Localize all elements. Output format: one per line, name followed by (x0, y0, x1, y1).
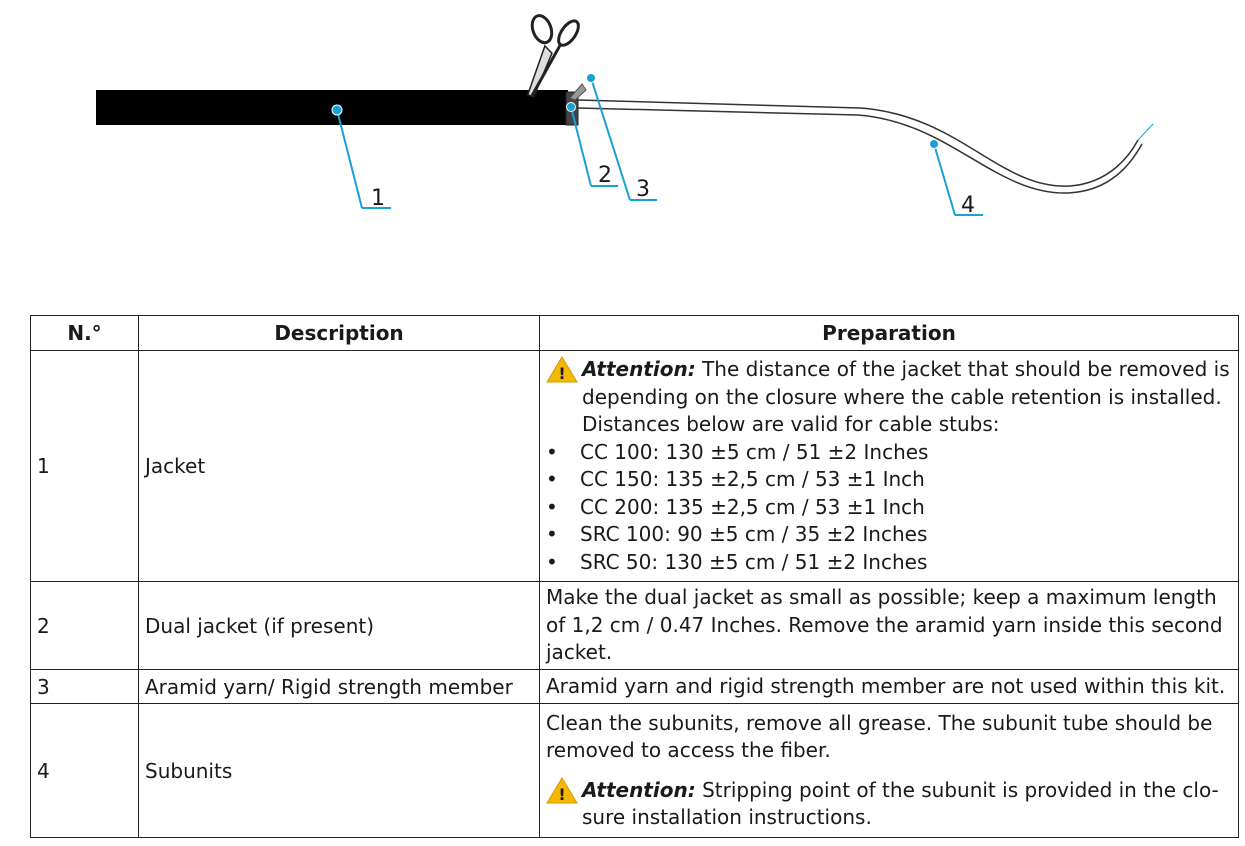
table-row (31, 704, 1239, 838)
callout-4: 4 (961, 193, 975, 218)
callout-1: 1 (371, 186, 385, 211)
distance-list (546, 439, 1232, 577)
row-description: Aramid yarn/ Rigid strength member (139, 670, 540, 704)
attention-label: Attention: (582, 357, 696, 381)
subunit-tube (578, 100, 1138, 186)
attention-text: Stripping point of the subunit is provided in the clo-sure installation instructions. (582, 777, 1219, 829)
table-header-row (31, 316, 1239, 351)
svg-text:!: ! (558, 784, 566, 804)
attention-note (546, 356, 1232, 439)
header-no: N.° (31, 316, 139, 351)
row-preparation (540, 704, 1239, 838)
list-item: • CC 200: 135 ±2,5 cm / 53 ±1 Inch (546, 494, 925, 519)
svg-text:!: ! (558, 364, 566, 383)
row-number: 3 (31, 670, 139, 704)
header-description: Description (139, 316, 540, 351)
callout-3: 3 (636, 177, 650, 202)
row-description: Jacket (139, 351, 540, 582)
preparation-table (30, 315, 1239, 838)
table-row (31, 582, 1239, 670)
list-item: • CC 100: 130 ±5 cm / 51 ±2 Inches (546, 439, 929, 464)
row-number: 2 (31, 582, 139, 670)
row-description: Dual jacket (if present) (139, 582, 540, 670)
row-preparation: Aramid yarn and rigid strength member are not used within this kit. (540, 670, 1239, 704)
cable-jacket (96, 90, 568, 125)
row-number: 4 (31, 704, 139, 838)
list-item: • SRC 50: 130 ±5 cm / 51 ±2 Inches (546, 549, 928, 574)
attention-note (546, 777, 1232, 832)
cable-diagram (0, 0, 1245, 260)
table-row (31, 351, 1239, 582)
attention-label: Attention: (582, 777, 696, 802)
row-preparation: Make the dual jacket as small as possible; keep a maximum length of 1,2 cm / 0.47 Inches. Remove the aramid yarn inside this second jacket. (540, 582, 1239, 670)
warning-icon (546, 356, 582, 383)
subunit-instructions: Clean the subunits, remove all grease. The subunit tube should be removed to access the fiber. (546, 710, 1213, 762)
list-item: • CC 150: 135 ±2,5 cm / 53 ±1 Inch (546, 467, 925, 491)
callout-2: 2 (598, 163, 612, 188)
table-row (31, 670, 1239, 704)
scissors-icon (493, 0, 583, 98)
row-number: 1 (31, 351, 139, 582)
list-item: • SRC 100: 90 ±5 cm / 35 ±2 Inches (546, 522, 928, 546)
attention-text: The distance of the jacket that should be removed is depending on the closure where the cable retention is installed. Distances below are valid for cable stubs: (582, 357, 1230, 436)
header-preparation: Preparation (540, 316, 1239, 351)
warning-icon (546, 777, 582, 804)
row-description: Subunits (139, 704, 540, 838)
row-preparation (540, 351, 1239, 582)
